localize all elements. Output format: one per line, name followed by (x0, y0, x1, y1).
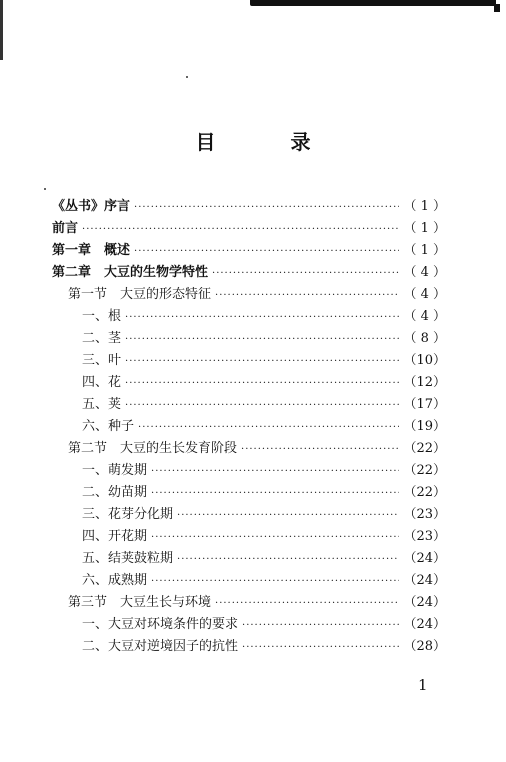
dot-leader (125, 373, 399, 395)
toc-entry-page: （22） (403, 441, 446, 456)
toc-entry-page: （ 1 ） (403, 221, 446, 236)
toc-entry (52, 482, 446, 504)
dot-leader (177, 505, 399, 527)
dot-leader (125, 329, 399, 351)
toc-entry-label: 一、萌发期 (82, 463, 148, 478)
scan-speck (44, 188, 46, 190)
toc-entry-label: 三、叶 (82, 353, 122, 368)
toc-entry-page: （22） (403, 463, 446, 478)
toc-entry-label: 五、结荚鼓粒期 (82, 551, 174, 566)
toc-entry (52, 306, 446, 328)
page-number: 1 (418, 676, 428, 694)
dot-leader (212, 263, 399, 285)
toc-entry-label: 四、开花期 (82, 529, 148, 544)
toc-entry-label: 二、茎 (82, 331, 122, 346)
toc-entry-page: （28） (403, 639, 446, 654)
toc-entry-page: （ 4 ） (403, 309, 446, 324)
toc-entry-page: （ 8 ） (403, 331, 446, 346)
toc-entry-page: （19） (403, 419, 446, 434)
dot-leader (242, 615, 399, 637)
toc-entry-page: （23） (403, 529, 446, 544)
dot-leader (177, 549, 399, 571)
dot-leader (215, 285, 399, 307)
toc-entry-label: 《丛书》序言 (52, 199, 131, 214)
toc-entry-page: （23） (403, 507, 446, 522)
toc-entry-label: 一、根 (82, 309, 122, 324)
scan-speck (186, 76, 188, 78)
dot-leader (241, 439, 399, 461)
toc-entry-page: （22） (403, 485, 446, 500)
toc-entry-label: 第一章 概述 (52, 243, 131, 258)
page-title: 目 录 (195, 130, 345, 154)
toc-entry-label: 五、荚 (82, 397, 122, 412)
toc-entry-label: 四、花 (82, 375, 122, 390)
dot-leader (138, 417, 399, 439)
toc-entry (52, 394, 446, 416)
dot-leader (134, 241, 399, 263)
toc-entry (52, 240, 446, 262)
dot-leader (215, 593, 399, 615)
toc-entry (52, 196, 446, 218)
toc-entry (52, 526, 446, 548)
toc-entry (52, 372, 446, 394)
toc-entry-label: 六、种子 (82, 419, 135, 434)
toc-entry-page: （10） (403, 353, 446, 368)
toc-entry-label: 第二节 大豆的生长发育阶段 (68, 441, 238, 456)
dot-leader (242, 637, 399, 659)
toc-entry (52, 350, 446, 372)
scan-corner-mark (494, 4, 500, 12)
toc-entry-label: 六、成熟期 (82, 573, 148, 588)
toc-entry-page: （24） (403, 551, 446, 566)
toc-entry-page: （ 4 ） (403, 265, 446, 280)
toc-entry (52, 218, 446, 240)
toc-entry-page: （24） (403, 573, 446, 588)
toc-entry (52, 504, 446, 526)
toc-entry (52, 614, 446, 636)
dot-leader (134, 197, 399, 219)
dot-leader (151, 461, 399, 483)
toc-entry (52, 548, 446, 570)
toc-entry-label: 第二章 大豆的生物学特性 (52, 265, 209, 280)
toc-entry-label: 二、大豆对逆境因子的抗性 (82, 639, 239, 654)
toc-entry-page: （ 1 ） (403, 199, 446, 214)
dot-leader (151, 483, 399, 505)
toc-entry-page: （ 4 ） (403, 287, 446, 302)
dot-leader (125, 307, 399, 329)
toc-entry (52, 328, 446, 350)
toc-entry-page: （24） (403, 595, 446, 610)
dot-leader (151, 527, 399, 549)
dot-leader (125, 395, 399, 417)
dot-leader (82, 219, 399, 241)
toc-entry (52, 570, 446, 592)
toc-entry (52, 416, 446, 438)
toc-entry-label: 一、大豆对环境条件的要求 (82, 617, 239, 632)
toc-entry-page: （17） (403, 397, 446, 412)
scan-left-edge (0, 0, 3, 60)
toc-entry-label: 二、幼苗期 (82, 485, 148, 500)
toc-entry-label: 前言 (52, 221, 79, 236)
scan-top-rule (250, 0, 496, 6)
table-of-contents (52, 196, 446, 658)
dot-leader (125, 351, 399, 373)
toc-entry-label: 第一节 大豆的形态特征 (68, 287, 212, 302)
toc-entry (52, 438, 446, 460)
toc-entry (52, 284, 446, 306)
toc-entry-label: 三、花芽分化期 (82, 507, 174, 522)
toc-entry (52, 636, 446, 658)
toc-entry-page: （24） (403, 617, 446, 632)
dot-leader (151, 571, 399, 593)
toc-entry-page: （12） (403, 375, 446, 390)
toc-entry-page: （ 1 ） (403, 243, 446, 258)
toc-entry (52, 460, 446, 482)
toc-entry-label: 第三节 大豆生长与环境 (68, 595, 212, 610)
toc-entry (52, 592, 446, 614)
toc-entry (52, 262, 446, 284)
